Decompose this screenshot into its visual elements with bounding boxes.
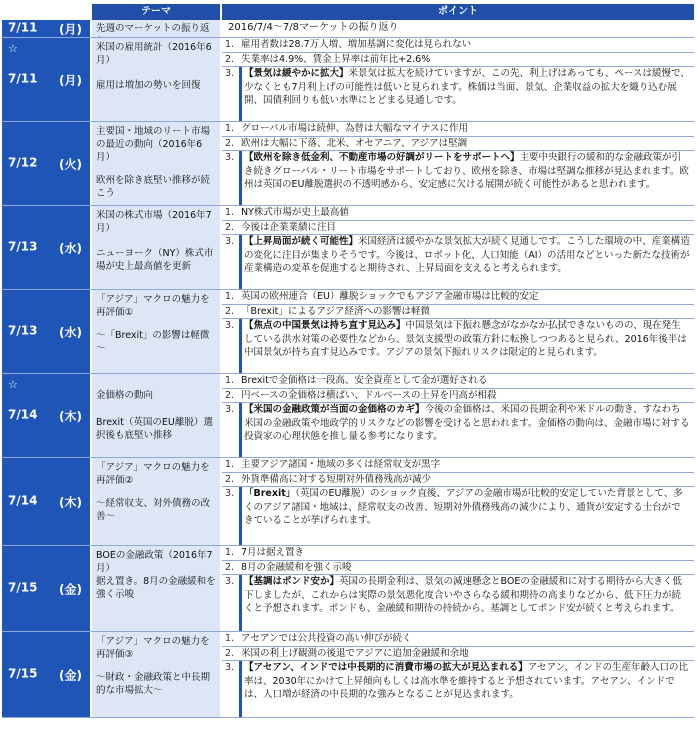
point-2: 2. 欧州は大幅に下落、北米、オセアニア、アジアは堅調 <box>222 137 694 152</box>
point-3: 3. 【アセアン、インドでは中長期的に消費市場の拡大が見込まれる】アセアン、インドの生産年齢人口の比率は、2030年にかけて上昇傾向もしくは高水準を維持すると予想されています。アセアン、インドでは、人口増が経済の中長期的な強みとなることが見込まれます。 <box>222 661 694 717</box>
date: 7/14 <box>8 407 38 421</box>
day-of-week: (木) <box>59 409 82 423</box>
day-of-week: (水) <box>59 241 82 255</box>
theme-cell <box>92 38 220 121</box>
date: 7/13 <box>8 239 38 253</box>
points-cell <box>222 122 694 205</box>
theme-subtitle: ～経常収支、対外債務の改善～ <box>96 498 211 522</box>
point-keyword: 【焦点の中国景気は持ち直す見込み】 <box>244 320 406 331</box>
theme-subtitle: ～財政・金融政策と中長期的な市場拡大～ <box>96 672 211 696</box>
point-keyword: 【アセアン、インドでは中長期的に消費市場の拡大が見込まれる】 <box>244 662 528 673</box>
theme-title: 米国の株式市場（2016年7月） <box>96 210 212 234</box>
point-3: 3. 【焦点の中国景気は持ち直す見込み】中国景気は下振れ懸念がなかなか払拭できないものの、現在発生している洪水対策の必要性などから、景気支援型の政策方針に転換しつつあると見られ、2016年後半は中国景気が持ち直す見込みです。アジアの景気下振れリスクは限定的と見られます。 <box>222 319 694 373</box>
theme-cell <box>92 290 220 373</box>
theme-subtitle: 据え置き。8月の金融緩和を強く示唆 <box>96 576 216 600</box>
theme-cell <box>92 374 220 457</box>
theme-subtitle: 雇用は増加の勢いを回復 <box>96 80 201 91</box>
point-detail: 米景気は拡大を続けていますが、この先、利上げはあっても、ペースは緩慢で、少なくとも7月利上げの可能性は低いと見られます。株価は当面、景気、企業収益の拡大を織り込む展開、国債利回りも低い水準にとどまる見通しです。 <box>244 68 690 106</box>
date-cell <box>2 206 90 289</box>
theme-title: 先週のマーケットの振り返 <box>96 23 210 34</box>
point-3: 3. 【景気は緩やかに拡大】米景気は拡大を続けていますが、この先、利上げはあっても、ペースは緩慢で、少なくとも7月利上げの可能性は低いと見られます。株価は当面、景気、企業収益の拡大を織り込む展開、国債利回りも低い水準にとどまる見通しです。 <box>222 67 694 121</box>
points-cell <box>222 20 694 37</box>
date: 7/15 <box>8 666 38 680</box>
point-detail: アセアン、インドの生産年齢人口の比率は、2030年にかけて上昇傾向もしくは高水準を維持すると予想されています。アセアン、インドでは、人口増が経済の中長期的な強みとなることが見込まれます。 <box>244 662 689 700</box>
date-cell <box>2 290 90 373</box>
date: 7/15 <box>8 580 38 594</box>
header-blank <box>2 4 92 20</box>
date-cell <box>2 122 90 205</box>
point-1: 1. 雇用者数は28.7万人増、増加基調に変化は見られない <box>222 38 694 53</box>
table-row <box>2 38 694 122</box>
date: 7/14 <box>8 493 38 507</box>
point-keyword: 【欧州を除き低金利、不動産市場の好調がリートをサポートへ】 <box>244 152 520 163</box>
point-2: 2. 「Brexit」によるアジア経済への影響は軽微 <box>222 305 694 320</box>
theme-cell <box>92 20 220 37</box>
date-cell <box>2 374 90 457</box>
points-cell <box>222 458 694 545</box>
point-3: 3. 「Brexit」（英国のEU離脱）のショック直後、アジアの金融市場が比較的安定していた背景として、多くのアジア諸国・地域は、経常収支の改善、短期対外債務残高の減少により、通貨が安定する土台ができていることが挙げられます。 <box>222 487 694 545</box>
day-of-week: (火) <box>59 157 82 171</box>
date-cell <box>2 458 90 545</box>
table-row <box>2 122 694 206</box>
point-detail: 中国景気は下振れ懸念がなかなか払拭できないものの、現在発生している洪水対策の必要性などから、景気支援型の政策方針に転換しつつあると見られ、2016年後半は中国景気が持ち直す見込みです。アジアの景気下振れリスクは限定的と見られます。 <box>244 320 687 358</box>
theme-subtitle: Brexit（英国のEU離脱）選択後も底堅い推移 <box>96 417 213 441</box>
theme-subtitle: ～「Brexit」の影響は軽微～ <box>96 330 210 354</box>
point-keyword: 「Brexit」 <box>244 488 296 499</box>
date: 7/11 <box>8 20 38 34</box>
theme-subtitle: 欧州を除き底堅い推移が続こう <box>96 175 211 199</box>
table-row <box>2 458 694 546</box>
schedule-table <box>2 4 694 718</box>
theme-cell <box>92 206 220 289</box>
day-of-week: (月) <box>59 22 82 36</box>
day-of-week: (金) <box>59 582 82 596</box>
point-2: 2. 8月の金融緩和を強く示唆 <box>222 561 694 576</box>
date-cell <box>2 38 90 121</box>
star-icon: ☆ <box>8 42 18 55</box>
points-cell <box>222 374 694 457</box>
point-keyword: 【米国の金融政策が当面の金価格のカギ】 <box>244 404 425 415</box>
table-header <box>2 4 694 20</box>
point-1: 1. 主要アジア諸国・地域の多くは経常収支が黒字 <box>222 458 694 473</box>
day-of-week: (金) <box>59 668 82 682</box>
day-of-week: (月) <box>59 73 82 87</box>
point-3: 3. 【上昇局面が続く可能性】米国経済は緩やかな景気拡大が続く見通しです。こうした環境の中、産業構造の変化に注目が集まりそうです。今後は、ロボット化、人口知能（AI）の活用などといった新たな技術が産業構造の変革を促進すると期待され、上昇局面を支えると考えられます。 <box>222 235 694 289</box>
table-row <box>2 546 694 632</box>
point-detail: （英国のEU離脱）のショック直後、アジアの金融市場が比較的安定していた背景として、多くのアジア諸国・地域は、経常収支の改善、短期対外債務残高の減少により、通貨が安定する土台ができていることが挙げられます。 <box>244 488 683 526</box>
point-2: 2. 円ベースの金価格は横ばい、ドルベースの上昇を円高が相殺 <box>222 389 694 404</box>
date-cell <box>2 546 90 631</box>
table-row <box>2 20 694 38</box>
day-of-week: (木) <box>59 495 82 509</box>
points-cell <box>222 290 694 373</box>
theme-cell <box>92 632 220 717</box>
table-row <box>2 374 694 458</box>
point-2: 2. 米国の利上げ観測の後退でアジアに追加金融緩和余地 <box>222 647 694 662</box>
point-1: 1. アセアンでは公共投資の高い伸びが続く <box>222 632 694 647</box>
header-theme: テーマ <box>92 4 220 20</box>
point-1: 1. Brexitで金価格は一段高、安全資産として金が選好される <box>222 374 694 389</box>
points-cell <box>222 546 694 631</box>
theme-title: 「アジア」マクロの魅力を再評価② <box>96 462 210 486</box>
point-keyword: 【基調はポンド安か】 <box>244 576 340 587</box>
points-cell <box>222 206 694 289</box>
date: 7/12 <box>8 155 38 169</box>
date: 7/11 <box>8 71 38 85</box>
theme-title: BOEの金融政策（2016年7月） <box>96 550 213 574</box>
theme-title: 主要国・地域のリート市場の最近の動向（2016年6月） <box>96 126 211 163</box>
point-detail: 主要中央銀行の緩和的な金融政策が引き続きグローバル・リート市場をサポートしており、欧州を除き、市場は堅調な推移が見込まれます。欧州は英国のEU離脱選択の不透明感から、安定感に欠ける展開が続く可能性があると思われます。 <box>244 152 689 190</box>
theme-title: 米国の雇用統計（2016年6月） <box>96 42 212 66</box>
theme-title: 「アジア」マクロの魅力を再評価③ <box>96 636 210 660</box>
theme-cell <box>92 458 220 545</box>
point-1: 1. 7月は据え置き <box>222 546 694 561</box>
point-1: 1. 英国の欧州連合（EU）離脱ショックでもアジア金融市場は比較的安定 <box>222 290 694 305</box>
point-2: 2. 失業率は4.9%、賃金上昇率は前年比+2.6% <box>222 53 694 68</box>
point-detail: 今後の金価格は、米国の長期金利や米ドルの動き、すなわち米国の金融政策や地政学的リスクなどの影響を受けると思われます。金価格の動向は、金融市場に対する投資家の心理状態を推し量る参考になります。 <box>244 404 690 442</box>
theme-title: 金価格の動向 <box>96 390 154 401</box>
point-keyword: 【上昇局面が続く可能性】 <box>244 236 359 247</box>
point-1: 1. NY株式市場が史上最高値 <box>222 206 694 221</box>
point-keyword: 【景気は緩やかに拡大】 <box>244 68 349 79</box>
star-icon: ☆ <box>8 378 18 391</box>
theme-cell <box>92 546 220 631</box>
table-row <box>2 206 694 290</box>
point-detail: 米国経済は緩やかな景気拡大が続く見通しです。こうした環境の中、産業構造の変化に注目が集まりそうです。今後は、ロボット化、人口知能（AI）の活用などといった新たな技術が産業構造の変革を促進すると期待され、上昇局面を支えると考えられます。 <box>244 236 690 274</box>
header-point: ポイント <box>222 4 694 20</box>
theme-title: 「アジア」マクロの魅力を再評価① <box>96 294 210 318</box>
points-cell <box>222 632 694 717</box>
date-cell <box>2 632 90 717</box>
theme-subtitle: ニューヨーク（NY）株式市場が史上最高値を更新 <box>96 248 214 272</box>
point-3: 3. 【基調はポンド安か】英国の長期金利は、景気の減速懸念とBOEの金融緩和に対する期待から大きく低下しましたが、これからは実際の景気悪化度合いやさらなる緩和期待の高まりなどから、低下圧力が続くと予想されます。ポンドも、金融緩和期待の持続から、基調としてポンド安が続くと考えられます。 <box>222 575 694 631</box>
point-3: 3. 【欧州を除き低金利、不動産市場の好調がリートをサポートへ】主要中央銀行の緩和的な金融政策が引き続きグローバル・リート市場をサポートしており、欧州を除き、市場は堅調な推移が見込まれます。欧州は英国のEU離脱選択の不透明感から、安定感に欠ける展開が続く可能性があると思われます。 <box>222 151 694 205</box>
theme-cell <box>92 122 220 205</box>
table-row <box>2 632 694 718</box>
date: 7/13 <box>8 323 38 337</box>
point-2: 2. 今後は企業業績に注目 <box>222 221 694 236</box>
point-detail: 英国の長期金利は、景気の減速懸念とBOEの金融緩和に対する期待から大きく低下しましたが、これからは実際の景気悪化度合いやさらなる緩和期待の高まりなどから、低下圧力が続くと予想されます。ポンドも、金融緩和期待の持続から、基調としてポンド安が続くと考えられます。 <box>244 576 682 614</box>
day-of-week: (水) <box>59 325 82 339</box>
point-text: 2016/7/4～7/8マーケットの振り返り <box>228 22 399 33</box>
point-2: 2. 外貨準備高に対する短期対外債務残高が減少 <box>222 473 694 488</box>
point-3: 3. 【米国の金融政策が当面の金価格のカギ】今後の金価格は、米国の長期金利や米ドルの動き、すなわち米国の金融政策や地政学的リスクなどの影響を受けると思われます。金価格の動向は、金融市場に対する投資家の心理状態を推し量る参考になります。 <box>222 403 694 457</box>
table-row <box>2 290 694 374</box>
point-1: 1. グローバル市場は続伸、為替は大幅なマイナスに作用 <box>222 122 694 137</box>
date-cell <box>2 20 90 37</box>
points-cell <box>222 38 694 121</box>
